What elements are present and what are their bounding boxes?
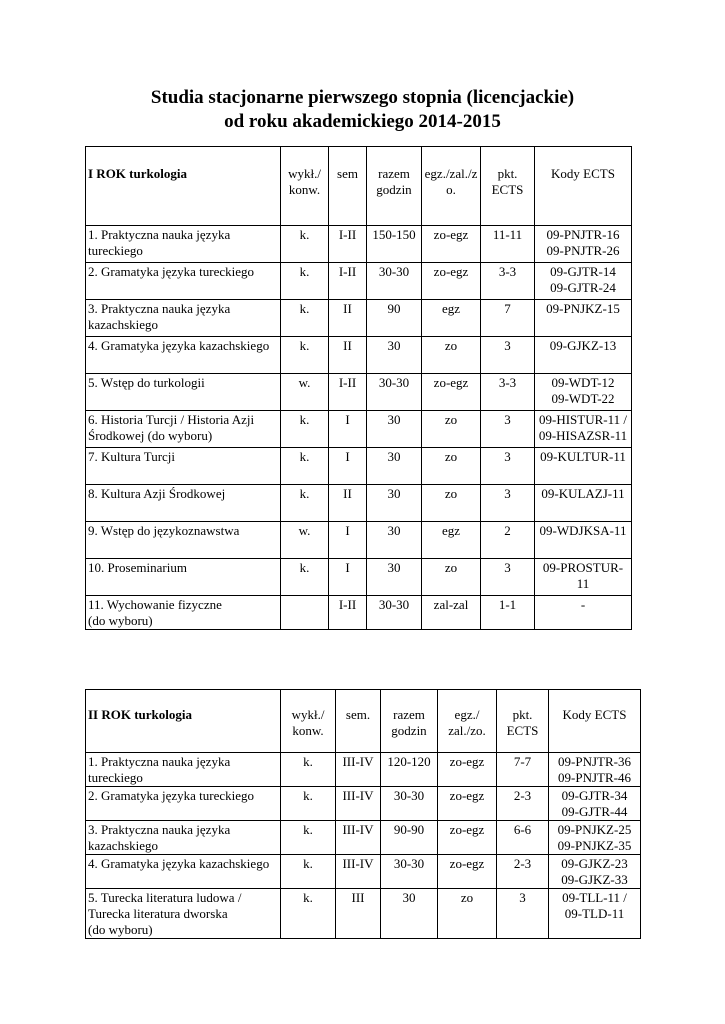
hours-cell: 30-30 bbox=[367, 596, 422, 630]
course-name-cell: 5. Wstęp do turkologii bbox=[86, 374, 281, 411]
ects-code-cell: 09-PNJKZ-15 bbox=[535, 300, 632, 337]
table-row bbox=[86, 596, 632, 630]
hours-cell: 30-30 bbox=[367, 263, 422, 300]
assessment-header: egz./ zal./zo. bbox=[438, 690, 497, 753]
ects-points-cell: 2-3 bbox=[497, 855, 549, 889]
hours-header: razem godzin bbox=[381, 690, 438, 753]
year-header: I ROK turkologia bbox=[86, 147, 281, 226]
hours-cell: 150-150 bbox=[367, 226, 422, 263]
hours-cell: 30 bbox=[367, 411, 422, 448]
ects-code-cell: 09-GJTR-34 09-GJTR-44 bbox=[549, 787, 641, 821]
table-row bbox=[86, 263, 632, 300]
hours-header: razem godzin bbox=[367, 147, 422, 226]
ects-codes-header: Kody ECTS bbox=[549, 690, 641, 753]
form-header: wykł./ konw. bbox=[281, 147, 329, 226]
semester-cell: III bbox=[336, 889, 381, 939]
assessment-cell: zo-egz bbox=[438, 855, 497, 889]
form-cell: k. bbox=[281, 337, 329, 374]
course-name-cell: 1. Praktyczna nauka języka tureckiego bbox=[86, 226, 281, 263]
semester-cell: I-II bbox=[329, 226, 367, 263]
ects-code-cell: 09-WDJKSA-11 bbox=[535, 522, 632, 559]
course-name-cell: 7. Kultura Turcji bbox=[86, 448, 281, 485]
semester-cell: II bbox=[329, 300, 367, 337]
title-line-1: Studia stacjonarne pierwszego stopnia (licencjackie) bbox=[150, 87, 575, 108]
ects-points-header: pkt. ECTS bbox=[497, 690, 549, 753]
semester-cell: III-IV bbox=[336, 787, 381, 821]
ects-code-cell: 09-WDT-12 09-WDT-22 bbox=[535, 374, 632, 411]
ects-code-cell: 09-KULTUR-11 bbox=[535, 448, 632, 485]
hours-cell: 30 bbox=[367, 559, 422, 596]
ects-code-cell: 09-PNJTR-16 09-PNJTR-26 bbox=[535, 226, 632, 263]
course-name-cell: 9. Wstęp do językoznawstwa bbox=[86, 522, 281, 559]
table-row bbox=[86, 300, 632, 337]
ects-code-cell: 09-KULAZJ-11 bbox=[535, 485, 632, 522]
course-name-cell: 10. Proseminarium bbox=[86, 559, 281, 596]
semester-cell: I-II bbox=[329, 374, 367, 411]
semester-header: sem bbox=[329, 147, 367, 226]
course-name-cell: 2. Gramatyka języka tureckiego bbox=[86, 787, 281, 821]
table-row bbox=[86, 337, 632, 374]
semester-cell: I bbox=[329, 448, 367, 485]
form-cell: k. bbox=[281, 787, 336, 821]
course-name-cell: 4. Gramatyka języka kazachskiego bbox=[86, 855, 281, 889]
form-cell: k. bbox=[281, 753, 336, 787]
semester-header: sem. bbox=[336, 690, 381, 753]
course-name-cell: 1. Praktyczna nauka języka tureckiego bbox=[86, 753, 281, 787]
course-name-cell: 3. Praktyczna nauka języka kazachskiego bbox=[86, 300, 281, 337]
ects-points-cell: 3 bbox=[497, 889, 549, 939]
ects-codes-header: Kody ECTS bbox=[535, 147, 632, 226]
form-cell: k. bbox=[281, 855, 336, 889]
table-row bbox=[86, 753, 641, 787]
assessment-cell: zo-egz bbox=[422, 226, 481, 263]
assessment-cell: zo bbox=[422, 411, 481, 448]
ects-points-cell: 1-1 bbox=[481, 596, 535, 630]
hours-cell: 30-30 bbox=[367, 374, 422, 411]
year-header: II ROK turkologia bbox=[86, 690, 281, 753]
ects-points-cell: 3 bbox=[481, 559, 535, 596]
semester-cell: II bbox=[329, 485, 367, 522]
ects-points-cell: 3 bbox=[481, 337, 535, 374]
table-row bbox=[86, 821, 641, 855]
assessment-cell: zo bbox=[438, 889, 497, 939]
course-name-cell: 2. Gramatyka języka tureckiego bbox=[86, 263, 281, 300]
assessment-cell: egz bbox=[422, 300, 481, 337]
form-cell: k. bbox=[281, 485, 329, 522]
form-cell: k. bbox=[281, 821, 336, 855]
ects-points-cell: 7 bbox=[481, 300, 535, 337]
table-header-row bbox=[86, 690, 641, 753]
course-name-cell: 5. Turecka literatura ludowa / Turecka literatura dworska (do wyboru) bbox=[86, 889, 281, 939]
assessment-cell: zo bbox=[422, 448, 481, 485]
assessment-cell: zo bbox=[422, 559, 481, 596]
ects-points-cell: 11-11 bbox=[481, 226, 535, 263]
hours-cell: 90 bbox=[367, 300, 422, 337]
form-cell: k. bbox=[281, 226, 329, 263]
ects-code-cell: 09-GJKZ-23 09-GJKZ-33 bbox=[549, 855, 641, 889]
form-cell: w. bbox=[281, 374, 329, 411]
hours-cell: 90-90 bbox=[381, 821, 438, 855]
ects-code-cell: 09-HISTUR-11 / 09-HISAZSR-11 bbox=[535, 411, 632, 448]
table-row bbox=[86, 448, 632, 485]
course-name-cell: 6. Historia Turcji / Historia Azji Środkowej (do wyboru) bbox=[86, 411, 281, 448]
table-row bbox=[86, 226, 632, 263]
form-cell: k. bbox=[281, 263, 329, 300]
course-name-cell: 8. Kultura Azji Środkowej bbox=[86, 485, 281, 522]
semester-cell: I-II bbox=[329, 596, 367, 630]
form-cell: k. bbox=[281, 300, 329, 337]
form-cell bbox=[281, 596, 329, 630]
assessment-cell: egz bbox=[422, 522, 481, 559]
hours-cell: 30 bbox=[367, 522, 422, 559]
ects-points-cell: 3 bbox=[481, 411, 535, 448]
semester-cell: III-IV bbox=[336, 821, 381, 855]
table-header-row bbox=[86, 147, 632, 226]
ects-points-cell: 3-3 bbox=[481, 263, 535, 300]
ects-points-cell: 3 bbox=[481, 448, 535, 485]
title-line-2: od roku akademickiego 2014-2015 bbox=[224, 111, 501, 132]
hours-cell: 30 bbox=[367, 448, 422, 485]
semester-cell: III-IV bbox=[336, 753, 381, 787]
ects-points-cell: 3 bbox=[481, 485, 535, 522]
semester-cell: II bbox=[329, 337, 367, 374]
form-cell: w. bbox=[281, 522, 329, 559]
table-row bbox=[86, 374, 632, 411]
ects-code-cell: 09-PNJKZ-25 09-PNJKZ-35 bbox=[549, 821, 641, 855]
ects-code-cell: 09-GJTR-14 09-GJTR-24 bbox=[535, 263, 632, 300]
ects-points-header: pkt. ECTS bbox=[481, 147, 535, 226]
hours-cell: 30 bbox=[381, 889, 438, 939]
table-row bbox=[86, 559, 632, 596]
table-row bbox=[86, 485, 632, 522]
course-name-cell: 4. Gramatyka języka kazachskiego bbox=[86, 337, 281, 374]
assessment-cell: zo-egz bbox=[422, 374, 481, 411]
semester-cell: I bbox=[329, 411, 367, 448]
semester-cell: I bbox=[329, 559, 367, 596]
assessment-cell: zo-egz bbox=[422, 263, 481, 300]
form-cell: k. bbox=[281, 448, 329, 485]
assessment-cell: zal-zal bbox=[422, 596, 481, 630]
semester-cell: III-IV bbox=[336, 855, 381, 889]
course-name-cell: 11. Wychowanie fizyczne (do wyboru) bbox=[86, 596, 281, 630]
form-cell: k. bbox=[281, 559, 329, 596]
table-row bbox=[86, 787, 641, 821]
form-header: wykł./ konw. bbox=[281, 690, 336, 753]
ects-points-cell: 3-3 bbox=[481, 374, 535, 411]
second-year-table bbox=[85, 689, 641, 939]
hours-cell: 30 bbox=[367, 485, 422, 522]
hours-cell: 30-30 bbox=[381, 787, 438, 821]
assessment-header: egz./zal./z o. bbox=[422, 147, 481, 226]
form-cell: k. bbox=[281, 411, 329, 448]
page-title bbox=[0, 86, 725, 134]
semester-cell: I bbox=[329, 522, 367, 559]
ects-code-cell: - bbox=[535, 596, 632, 630]
ects-points-cell: 7-7 bbox=[497, 753, 549, 787]
first-year-table bbox=[85, 146, 632, 630]
hours-cell: 30-30 bbox=[381, 855, 438, 889]
ects-code-cell: 09-PNJTR-36 09-PNJTR-46 bbox=[549, 753, 641, 787]
ects-points-cell: 2 bbox=[481, 522, 535, 559]
table-row bbox=[86, 411, 632, 448]
assessment-cell: zo bbox=[422, 485, 481, 522]
ects-code-cell: 09-PROSTUR-11 bbox=[535, 559, 632, 596]
form-cell: k. bbox=[281, 889, 336, 939]
assessment-cell: zo-egz bbox=[438, 753, 497, 787]
hours-cell: 120-120 bbox=[381, 753, 438, 787]
assessment-cell: zo-egz bbox=[438, 821, 497, 855]
assessment-cell: zo bbox=[422, 337, 481, 374]
hours-cell: 30 bbox=[367, 337, 422, 374]
table-row bbox=[86, 889, 641, 939]
ects-points-cell: 2-3 bbox=[497, 787, 549, 821]
ects-code-cell: 09-GJKZ-13 bbox=[535, 337, 632, 374]
ects-code-cell: 09-TLL-11 / 09-TLD-11 bbox=[549, 889, 641, 939]
ects-points-cell: 6-6 bbox=[497, 821, 549, 855]
assessment-cell: zo-egz bbox=[438, 787, 497, 821]
table-row bbox=[86, 522, 632, 559]
table-row bbox=[86, 855, 641, 889]
semester-cell: I-II bbox=[329, 263, 367, 300]
course-name-cell: 3. Praktyczna nauka języka kazachskiego bbox=[86, 821, 281, 855]
